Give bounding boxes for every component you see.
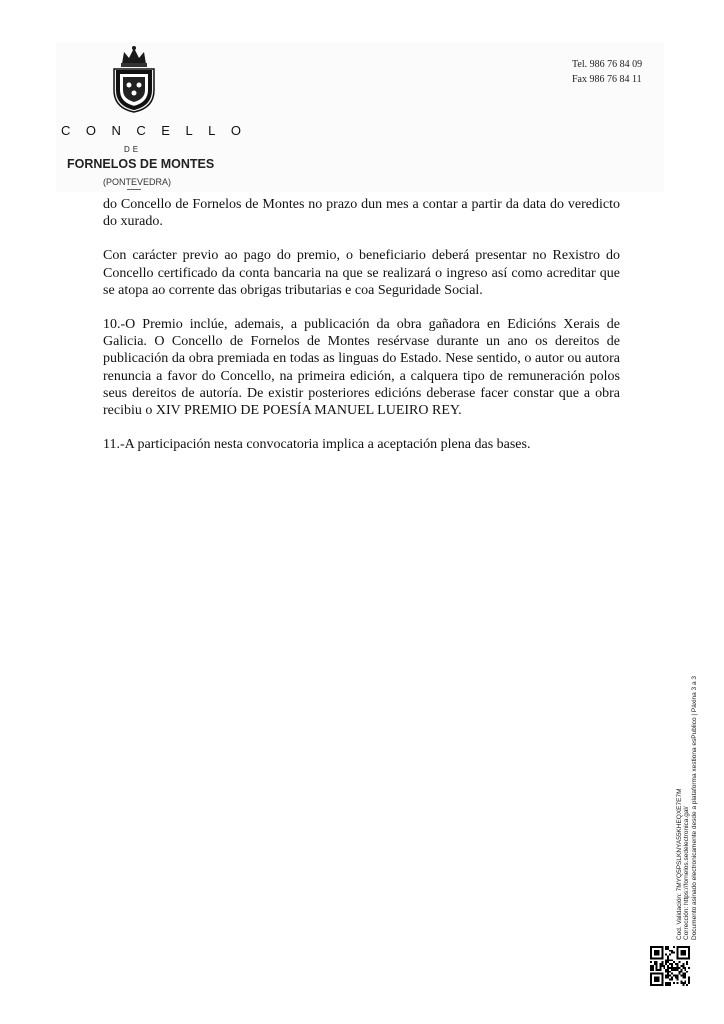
validation-url: Corrección: https://fornelos.sedelectronica.gal/ — [683, 806, 691, 940]
org-name: CONCELLO — [61, 123, 257, 138]
fax-number: Fax 986 76 84 11 — [572, 74, 642, 85]
document-body — [103, 196, 620, 470]
province-name: (PONTEVEDRA) — [103, 177, 172, 187]
contact-block — [572, 57, 642, 87]
org-name-connector: DE — [124, 145, 142, 154]
paragraph: 10.-O Premio inclúe, ademais, a publicación da obra gañadora en Edicións Xerais de Galicia. O Concello de Fornelos de Montes resérvase durante un ano os dereitos de publicación da obra premiada en todas as linguas do Estado. Nese sentido, o autor ou autora renuncia a favor do Concello, na primeira edición, a calquera tipo de remuneración polos seus dereitos de autoría. De existir posteriores edicións deberase facer constar que a obra recibiu o XIV PREMIO DE POESÍA MANUEL LUEIRO REY. — [103, 317, 620, 419]
coat-of-arms-icon — [108, 44, 160, 114]
phone-number: Tel. 986 76 84 09 — [572, 59, 643, 70]
qr-code-icon[interactable] — [650, 946, 690, 986]
paragraph: 11.-A participación nesta convocatoria implica a aceptación plena das bases. — [103, 437, 531, 453]
paragraph: do Concello de Fornelos de Montes no prazo dun mes a contar a partir da data do veredicto do xurado. — [103, 197, 620, 230]
paragraph: Con carácter previo ao pago do premio, o beneficiario deberá presentar no Rexistro do Concello certificado da conta bancaria na que se realizará o ingreso así como acreditar que se atopa ao corrente das obrigas tributarias e coa Seguridade Social. — [103, 248, 620, 298]
validation-stamp — [676, 676, 698, 940]
province-underline — [127, 189, 141, 190]
validation-platform: Documento asinado electronicamente desde a plataforma xestiona esPublico | Páxina 3 a 3 — [690, 675, 698, 940]
validation-code: Cod. Validación: 7MYQ5PSLKNYA55KHEQXE7E7M — [676, 788, 683, 940]
municipality-name: FORNELOS DE MONTES — [67, 157, 215, 171]
